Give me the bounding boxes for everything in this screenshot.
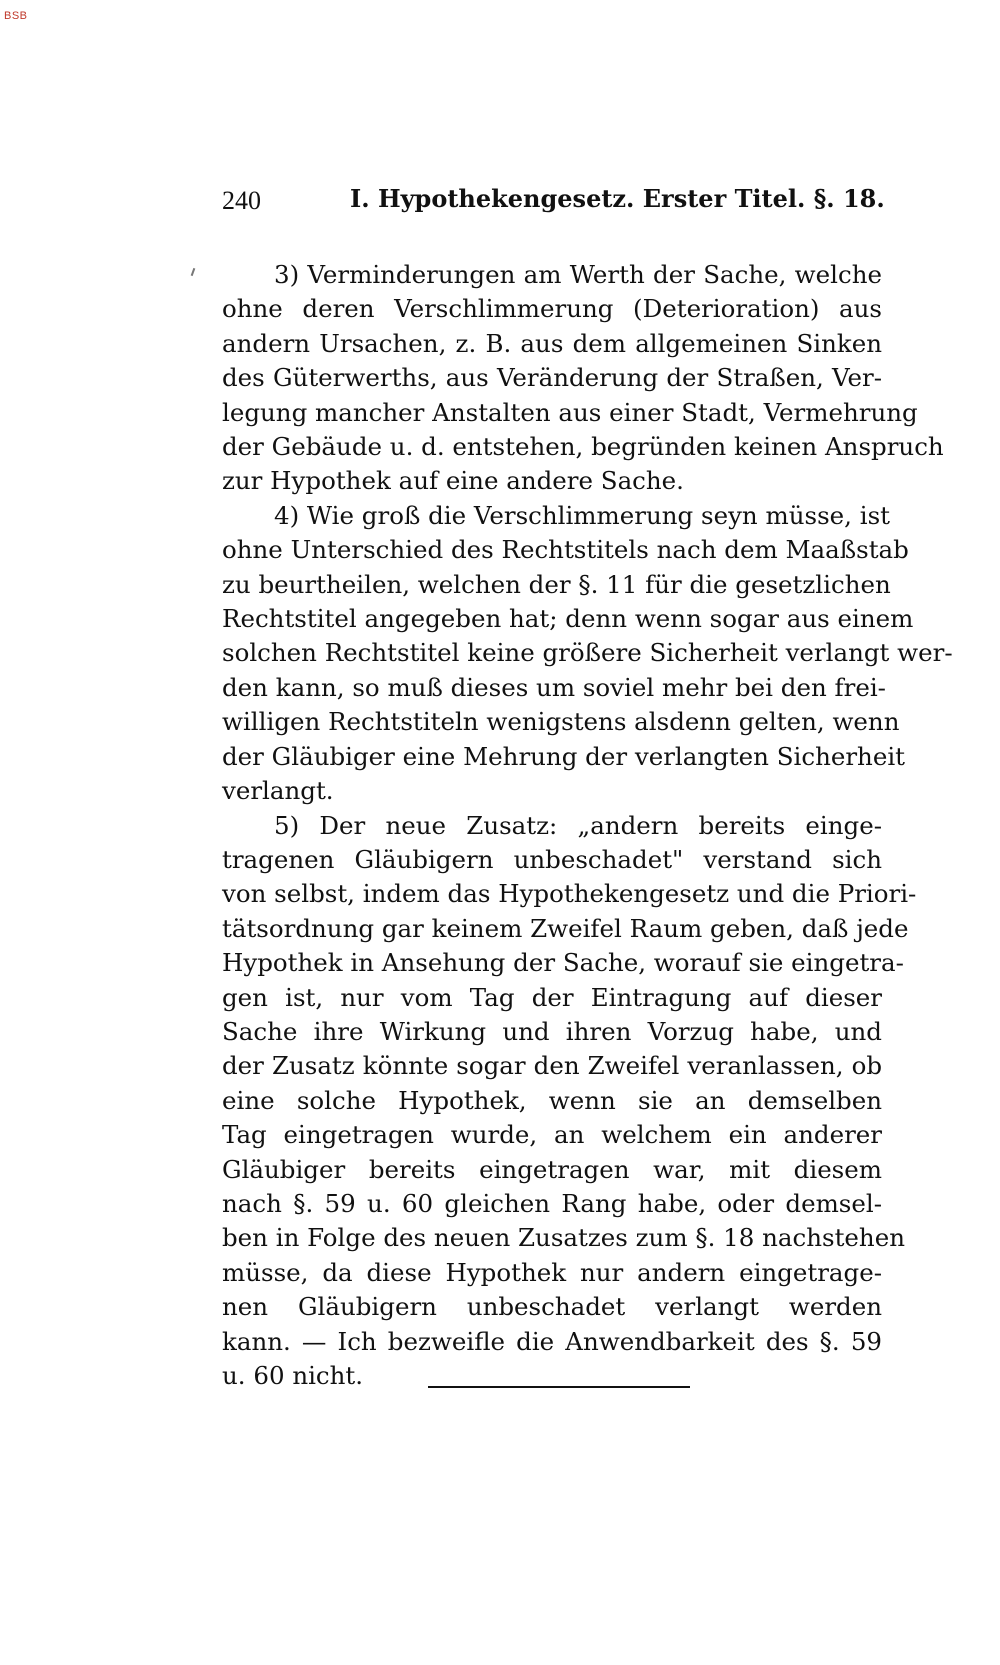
text-line: der Gläubiger eine Mehrung der verlangten Sicherheit: [222, 741, 906, 771]
text-line: Gläubiger bereits eingetragen war, mit diesem: [222, 1154, 882, 1184]
text-line: verlangt.: [222, 776, 334, 806]
text-line: willigen Rechtstiteln wenigstens alsdenn gelten, wenn: [222, 707, 900, 737]
text-line: des Güterwerths, aus Veränderung der Straßen, Ver-: [222, 363, 882, 393]
text-line: Sache ihre Wirkung und ihren Vorzug habe, und: [222, 1016, 882, 1046]
text-line: kann. — Ich bezweifle die Anwendbarkeit des §. 59: [222, 1326, 882, 1356]
text-line: zur Hypothek auf eine andere Sache.: [222, 466, 684, 496]
paragraph-3: [222, 258, 944, 499]
text-line: der Gebäude u. d. entstehen, begründen keinen Anspruch: [222, 432, 944, 462]
text-line: 5) Der neue Zusatz: „andern bereits einge-: [274, 810, 882, 840]
text-line: zu beurtheilen, welchen der §. 11 für die gesetzlichen: [222, 569, 891, 599]
text-line: tragenen Gläubigern unbeschadet" verstand sich: [222, 844, 882, 874]
text-line: nen Gläubigern unbeschadet verlangt werden: [222, 1292, 882, 1322]
margin-mark: [191, 268, 196, 276]
page-number: 240: [222, 186, 261, 215]
text-line: ben in Folge des neuen Zusatzes zum §. 18 nachstehen: [222, 1223, 905, 1253]
text-line: nach §. 59 u. 60 gleichen Rang habe, oder demsel-: [222, 1188, 882, 1218]
text-line: Rechtstitel angegeben hat; denn wenn sogar aus einem: [222, 604, 914, 634]
text-line: solchen Rechtstitel keine größere Sicherheit verlangt wer-: [222, 638, 953, 668]
text-line: andern Ursachen, z. B. aus dem allgemeinen Sinken: [222, 328, 882, 358]
text-line: müsse, da diese Hypothek nur andern eingetrage-: [222, 1257, 882, 1287]
library-mark: BSB: [4, 10, 28, 22]
running-head: [222, 182, 885, 218]
text-line: legung mancher Anstalten aus einer Stadt, Vermehrung: [222, 397, 918, 427]
text-line: von selbst, indem das Hypothekengesetz und die Priori-: [222, 879, 917, 909]
text-line: 4) Wie groß die Verschlimmerung seyn müsse, ist: [274, 500, 890, 530]
text-line: gen ist, nur vom Tag der Eintragung auf dieser: [222, 982, 882, 1012]
text-line: Tag eingetragen wurde, an welchem ein anderer: [222, 1120, 882, 1150]
text-line: ohne Unterschied des Rechtstitels nach dem Maaßstab: [222, 535, 909, 565]
text-line: ohne deren Verschlimmerung (Deterioration) aus: [222, 294, 882, 324]
section-end-rule: [428, 1386, 690, 1388]
paragraph-4: [222, 499, 953, 809]
text-line: u. 60 nicht.: [222, 1361, 364, 1390]
text-line: Hypothek in Ansehung der Sache, worauf sie eingetra-: [222, 948, 904, 978]
paragraph-5: [222, 809, 917, 1394]
text-line: den kann, so muß dieses um soviel mehr bei den frei-: [222, 672, 886, 702]
body-text: [222, 258, 953, 1393]
text-line: eine solche Hypothek, wenn sie an demselben: [222, 1085, 882, 1115]
text-line: 3) Verminderungen am Werth der Sache, welche: [274, 260, 882, 289]
running-head-title: I. Hypothekengesetz. Erster Titel. §. 18.: [350, 184, 885, 213]
text-line: der Zusatz könnte sogar den Zweifel veranlassen, ob: [222, 1051, 882, 1081]
text-line: tätsordnung gar keinem Zweifel Raum geben, daß jede: [222, 913, 909, 943]
